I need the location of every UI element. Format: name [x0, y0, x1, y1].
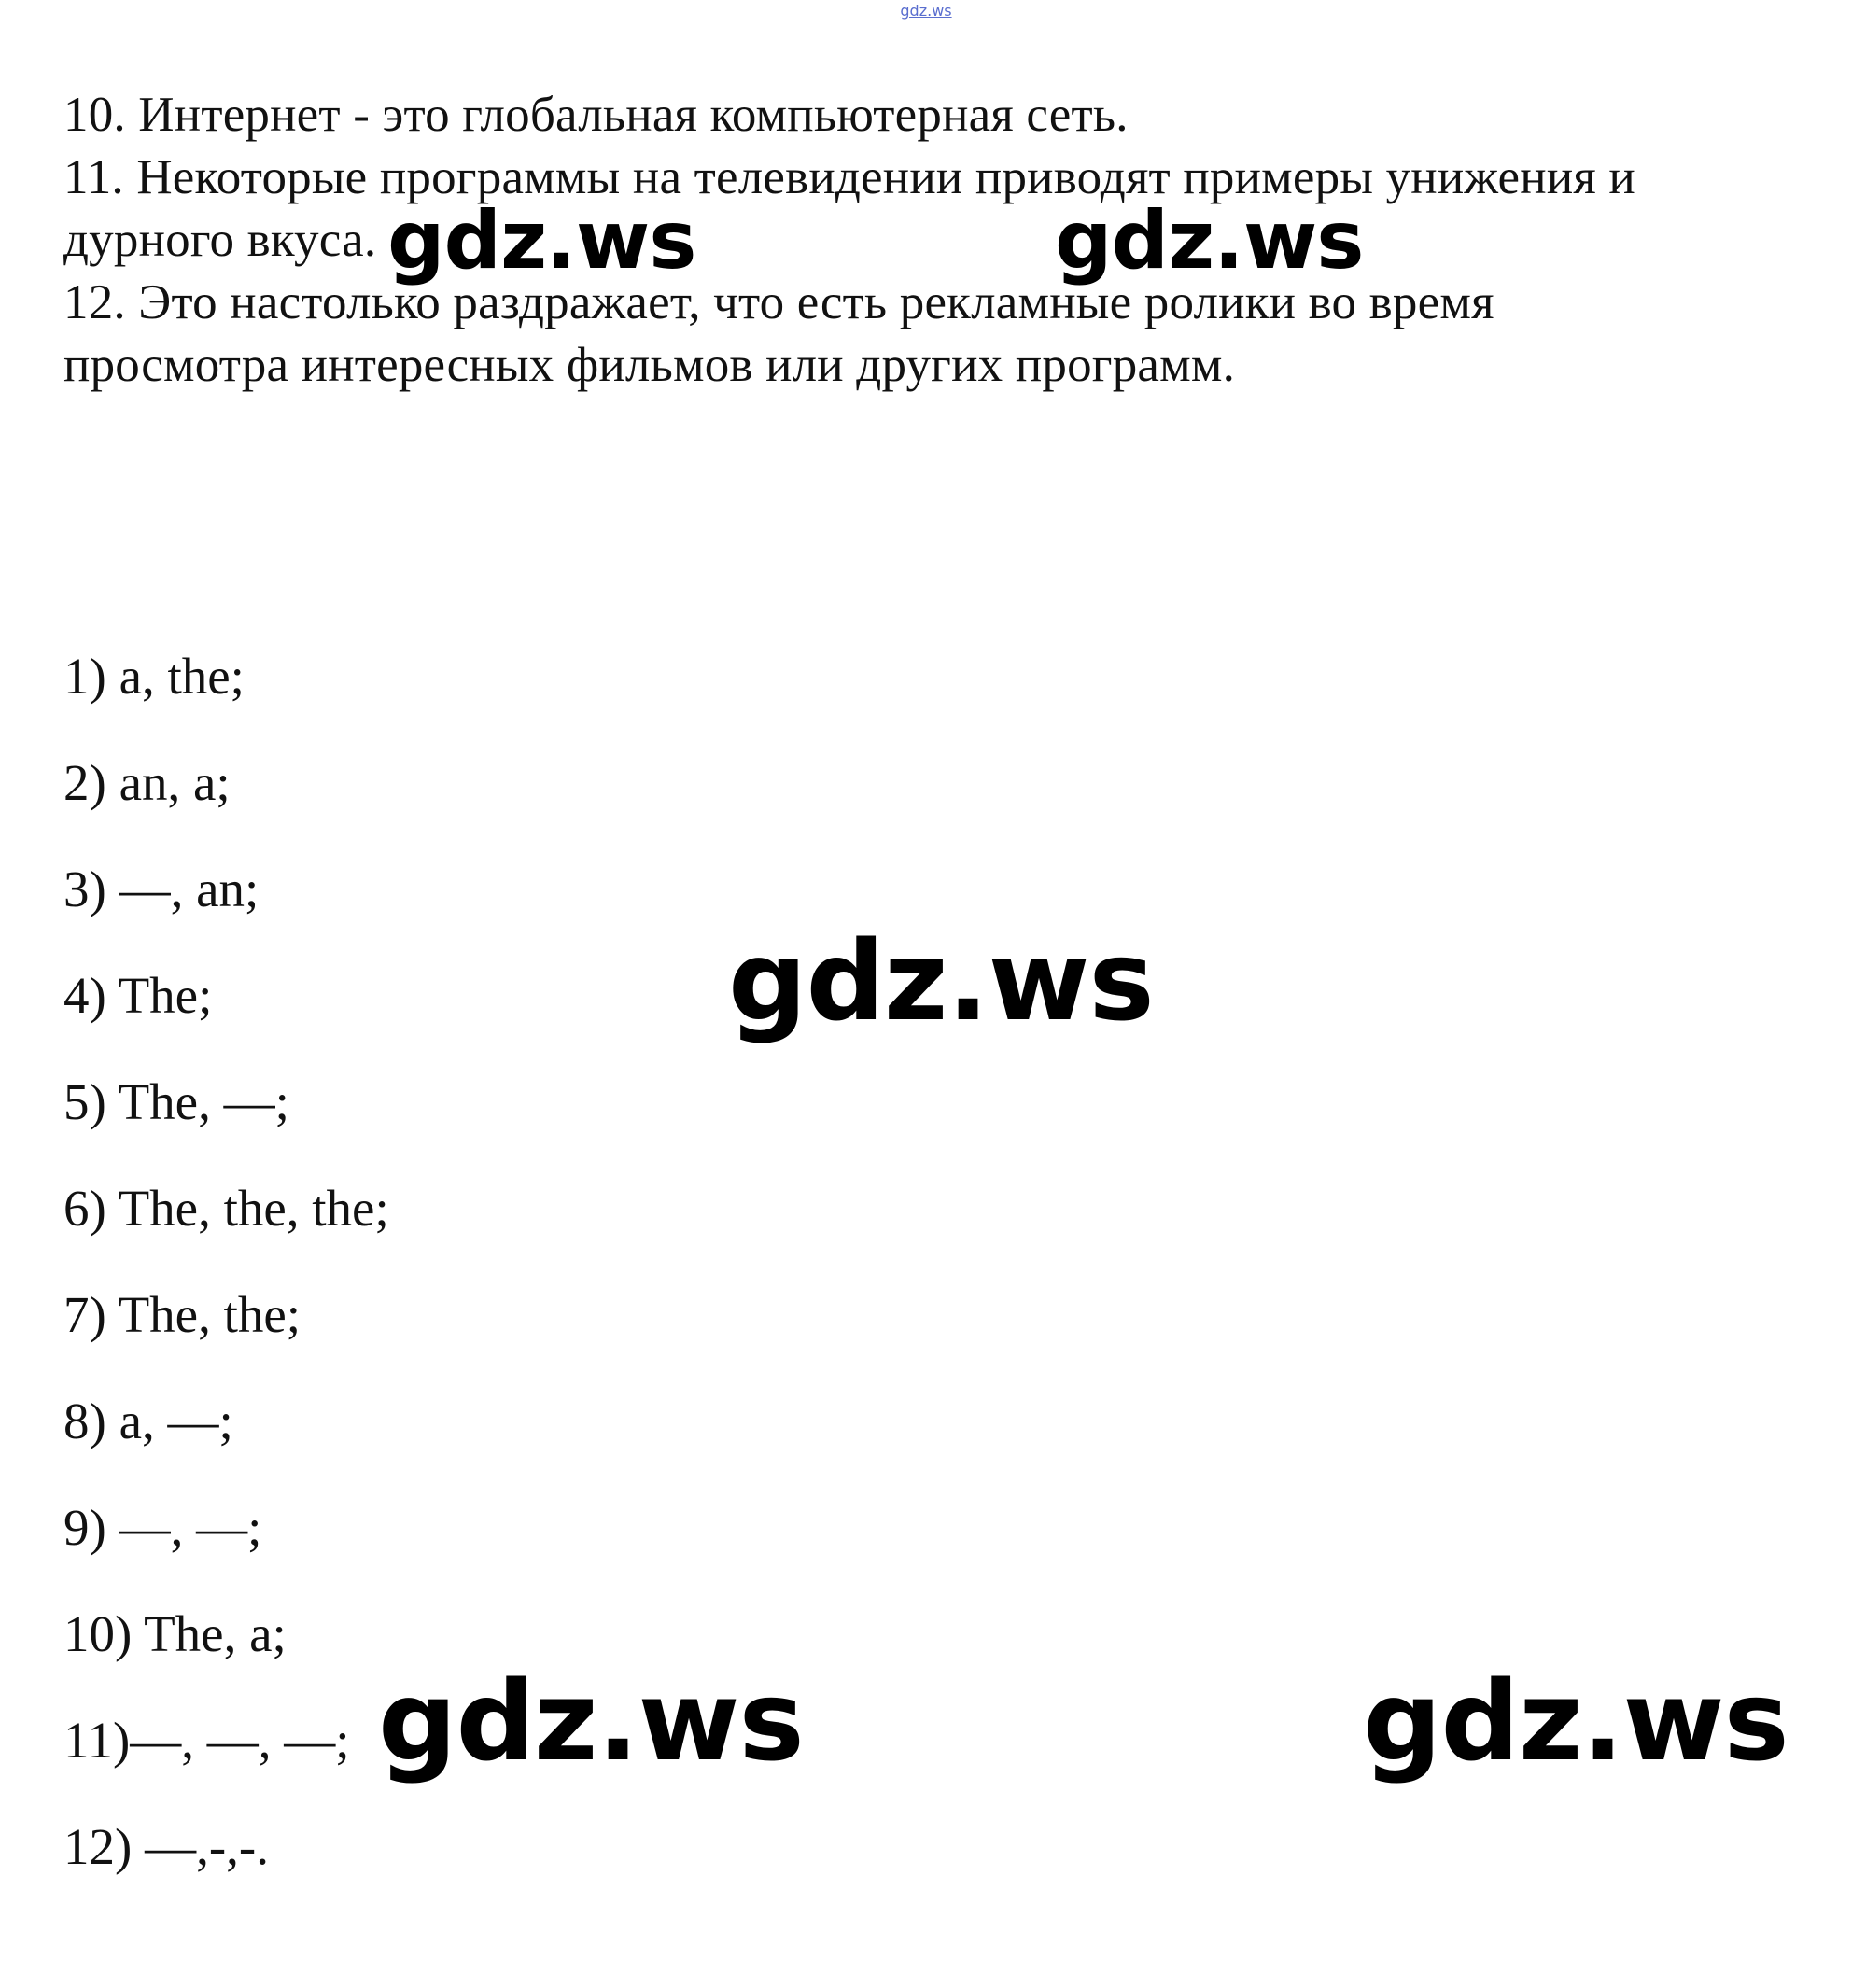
sentence-12-line-1: 12. Это настолько раздражает, что есть рекламные ролики во время: [63, 275, 1494, 329]
sentence-12-line-2: просмотра интересных фильмов или других программ.: [63, 338, 1236, 392]
answer-item: 8) a, —;: [63, 1393, 233, 1449]
answer-item: 7) The, the;: [63, 1286, 302, 1343]
answer-item: 4) The;: [63, 967, 213, 1024]
watermark: gdz.ws: [1055, 194, 1364, 287]
translation-sentences: [63, 84, 1800, 397]
answer-list: [63, 649, 389, 1925]
sentence-11-line-1: 11. Некоторые программы на телевидении приводят примеры унижения и: [63, 150, 1635, 204]
answer-item: 3) —, an;: [63, 861, 260, 917]
watermark: gdz.ws: [728, 917, 1154, 1045]
site-link[interactable]: gdz.ws: [900, 2, 952, 20]
answer-item: 6) The, the, the;: [63, 1180, 389, 1237]
sentence-10: 10. Интернет - это глобальная компьютерная сеть.: [63, 88, 1129, 142]
sentence-11-line-2: дурного вкуса.: [63, 213, 377, 267]
answer-item: 10) The, a;: [63, 1605, 287, 1662]
answer-item: 1) a, the;: [63, 648, 245, 705]
watermark: gdz.ws: [387, 194, 696, 287]
watermark: gdz.ws: [1363, 1657, 1789, 1785]
answer-item: 2) an, a;: [63, 754, 231, 811]
answer-item: 11)—, —, —;: [63, 1712, 350, 1769]
answer-item: 12) —,-,-.: [63, 1818, 269, 1875]
watermark: gdz.ws: [378, 1657, 804, 1785]
answer-item: 5) The, —;: [63, 1073, 289, 1130]
answer-item: 9) —, —;: [63, 1499, 262, 1556]
